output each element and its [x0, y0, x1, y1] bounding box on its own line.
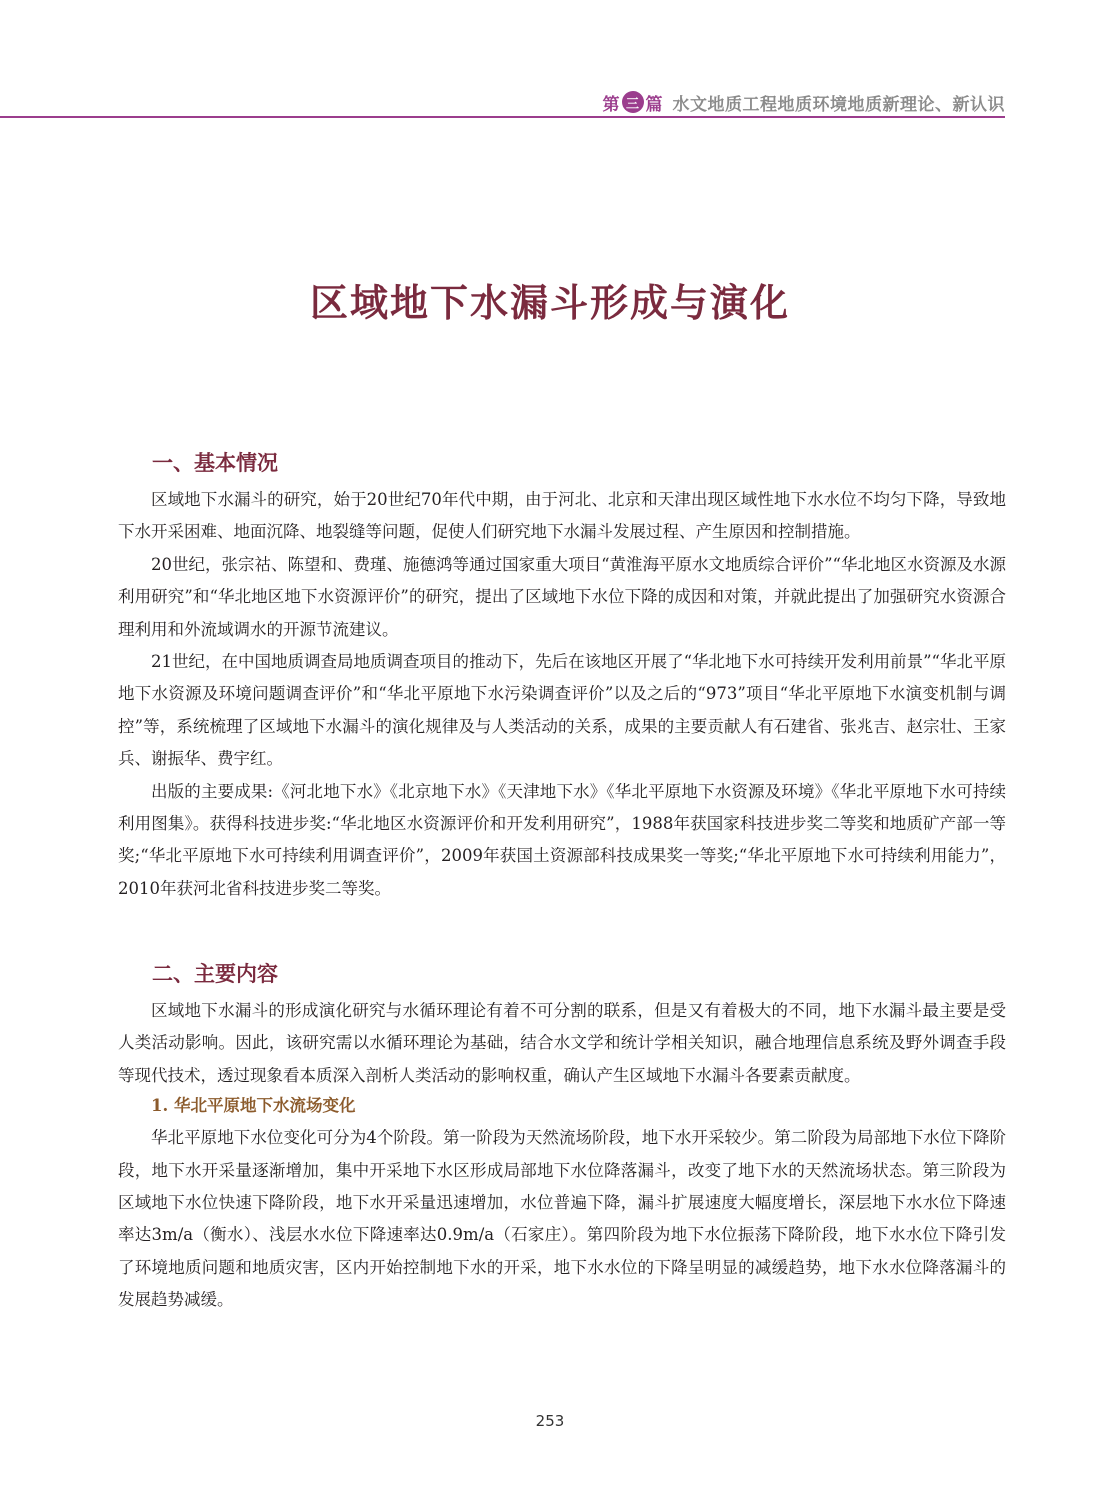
page-number: 253: [535, 1412, 565, 1430]
part-prefix: 第: [602, 94, 620, 115]
part-number-badge: 三: [622, 91, 644, 113]
section-content-body: [118, 995, 1006, 1317]
paragraph: 出版的主要成果:《河北地下水》《北京地下水》《天津地下水》《华北平原地下水资源及环境》《华北平原地下水可持续利用图集》。获得科技进步奖:“华北地区水资源评价和开发利用研究”，1988年获国家科技进步奖二等奖和地质矿产部一等奖;“华北平原地下水可持续利用调查评价”，2009年获国土资源部科技成果奖一等奖;“华北平原地下水可持续利用能力”，2010年获河北省科技进步奖二等奖。: [118, 781, 1006, 898]
part-title: 水文地质工程地质环境地质新理论、新认识: [672, 94, 1005, 115]
paragraph: 区域地下水漏斗的研究，始于20世纪70年代中期，由于河北、北京和天津出现区域性地下水水位不均匀下降，导致地下水开采困难、地面沉降、地裂缝等问题，促使人们研究地下水漏斗发展过程、产生原因和控制措施。: [118, 490, 1006, 542]
article-title: 区域地下水漏斗形成与演化: [309, 281, 790, 325]
section-heading-basic: 一、基本情况: [152, 451, 278, 475]
paragraph: 21世纪，在中国地质调查局地质调查项目的推动下，先后在该地区开展了“华北地下水可持续开发利用前景”“华北平原地下水资源及环境问题调查评价”和“华北平原地下水污染调查评价”以及之后的“973”项目“华北平原地下水演变机制与调控”等，系统梳理了区域地下水漏斗的演化规律及与人类活动的关系，成果的主要贡献人有石建省、张兆吉、赵宗壮、王家兵、谢振华、费宇红。: [118, 652, 1006, 769]
subsection-heading: 1. 华北平原地下水流场变化: [151, 1096, 356, 1116]
section-heading-content: 二、主要内容: [152, 962, 278, 986]
running-header-text: [603, 90, 1006, 114]
paragraph: 区域地下水漏斗的形成演化研究与水循环理论有着不可分割的联系，但是又有着极大的不同，地下水漏斗最主要是受人类活动影响。因此，该研究需以水循环理论为基础，结合水文学和统计学相关知识，融合地理信息系统及野外调查手段等现代技术，透过现象看本质深入剖析人类活动的影响权重，确认产生区域地下水漏斗各要素贡献度。: [118, 1001, 1006, 1085]
part-suffix: 篇: [645, 94, 663, 115]
section-basic-body: [118, 484, 1006, 905]
running-header: [0, 90, 1005, 118]
paragraph: 华北平原地下水位变化可分为4个阶段。第一阶段为天然流场阶段，地下水开采较少。第二阶段为局部地下水位下降阶段，地下水开采量逐渐增加，集中开采地下水区形成局部地下水位降落漏斗，改变了地下水的天然流场状态。第三阶段为区域地下水位快速下降阶段，地下水开采量迅速增加，水位普遍下降，漏斗扩展速度大幅度增长，深层地下水水位下降速率达3m/a（衡水）、浅层水水位下降速率达0.9m/a（石家庄）。第四阶段为地下水位振荡下降阶段，地下水水位下降引发了环境地质问题和地质灾害，区内开始控制地下水的开采，地下水水位的下降呈明显的减缓趋势，地下水水位降落漏斗的发展趋势减缓。: [118, 1128, 1006, 1310]
paragraph: 20世纪，张宗祜、陈望和、费瑾、施德鸿等通过国家重大项目“黄淮海平原水文地质综合评价”“华北地区水资源及水源利用研究”和“华北地区地下水资源评价”的研究，提出了区域地下水位下降的成因和对策，并就此提出了加强研究水资源合理利用和外流域调水的开源节流建议。: [118, 554, 1006, 639]
